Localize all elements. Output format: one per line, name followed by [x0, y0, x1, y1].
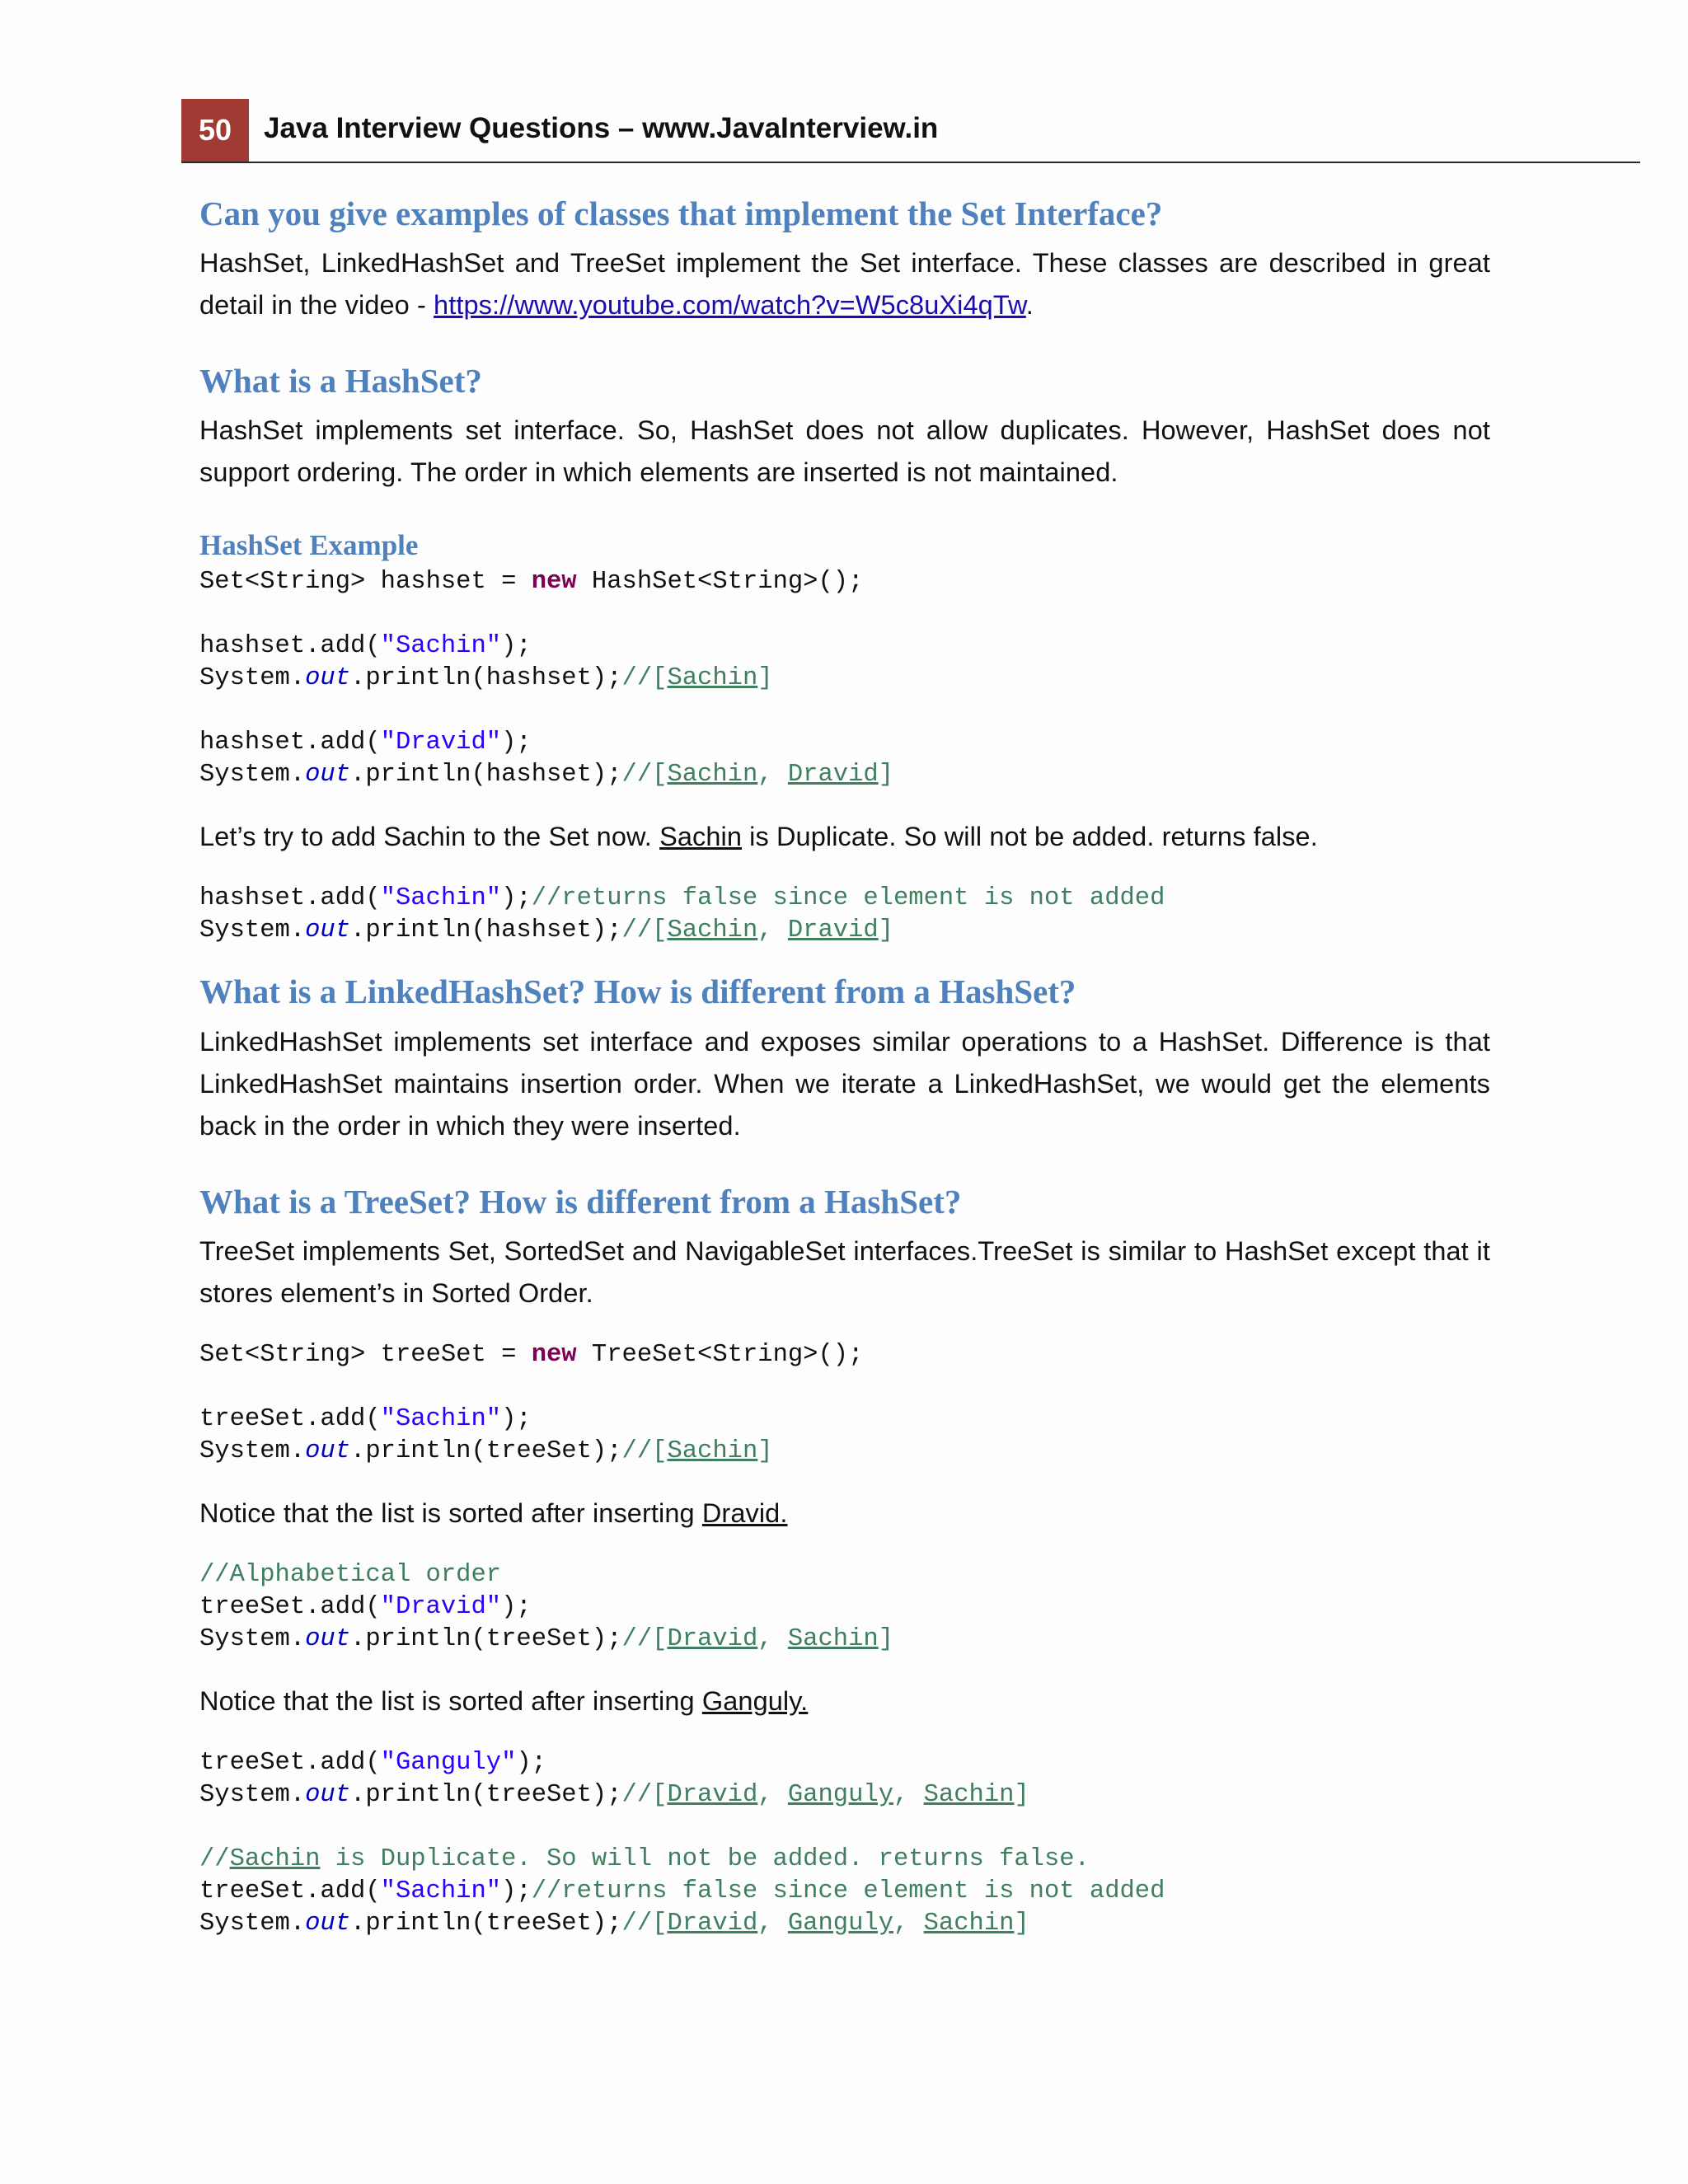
- code-token: treeSet: [485, 1909, 592, 1938]
- comment-token: Sachin: [667, 1436, 758, 1465]
- code-token: );: [591, 1624, 622, 1653]
- comment-token: Dravid: [667, 1909, 758, 1938]
- code-token: .println(: [350, 761, 486, 790]
- code-comment: [622, 1910, 1029, 1938]
- field-out: out: [305, 1624, 351, 1653]
- comment-token: //: [199, 1844, 230, 1873]
- comment-token: //[: [621, 1436, 668, 1465]
- code-token: .add(: [305, 884, 381, 913]
- paragraph-hashset: HashSet implements set interface. So, HashSet does not allow duplicates. However, HashSet does not support ordering. The order in which elements are inserted is not maintained.: [199, 415, 1490, 488]
- code-token: =: [485, 1340, 532, 1369]
- comment-token: ]: [878, 1624, 894, 1653]
- field-out: out: [305, 1780, 351, 1809]
- field-out: out: [305, 1909, 351, 1938]
- comment-token: Sachin: [229, 1844, 321, 1873]
- comment-token: Dravid: [787, 761, 879, 790]
- code-comment: [199, 1845, 1090, 1873]
- code-token: treeSet: [485, 1780, 592, 1809]
- page-content: [199, 194, 1490, 1940]
- code-token: treeSet: [485, 1624, 592, 1653]
- comment-token: ]: [757, 664, 773, 693]
- code-token: Set<String>: [199, 568, 366, 597]
- code-token: System.: [199, 1780, 306, 1809]
- code-token: hashset: [485, 916, 592, 945]
- comment-token: //[: [621, 761, 668, 790]
- code-comment: [622, 1781, 1029, 1809]
- comment-token: is Duplicate. So will not be added. returns false.: [320, 1844, 1090, 1873]
- paragraph-text: Notice that the list is sorted after inserting: [199, 1497, 702, 1528]
- code-block-hashset-duplicate: [199, 883, 1490, 947]
- code-token: );: [501, 729, 532, 757]
- code-token: treeSet: [199, 1592, 306, 1621]
- comment-token: Sachin: [667, 664, 758, 693]
- paragraph-duplicate-note: [199, 816, 1490, 858]
- code-token: HashSet<String>();: [576, 568, 864, 597]
- code-token: );: [591, 1780, 622, 1809]
- code-token: TreeSet<String>();: [576, 1340, 864, 1369]
- subheading-hashset-example: HashSet Example: [199, 529, 419, 562]
- code-token: =: [485, 568, 532, 597]
- heading-hashset: What is a HashSet?: [199, 362, 482, 401]
- code-token: Set<String>: [199, 1340, 366, 1369]
- comment-token: ,: [757, 916, 788, 945]
- code-token: hashset: [485, 761, 592, 790]
- comment-token: Sachin: [923, 1909, 1015, 1938]
- youtube-video-link[interactable]: https://www.youtube.com/watch?v=W5c8uXi4qTw: [434, 290, 1026, 321]
- code-token: .add(: [305, 1404, 381, 1433]
- comment-token: //[: [621, 1909, 668, 1938]
- string-literal: "Sachin": [380, 1877, 502, 1905]
- code-comment: [622, 1625, 894, 1653]
- paragraph-linkedhashset: LinkedHashSet implements set interface and exposes similar operations to a HashSet. Difference is that LinkedHashSet maintains insertion order. When we iterate a LinkedHashSet, we would get the elements back in the order in which they were inserted.: [199, 1026, 1490, 1141]
- code-token: .println(: [350, 1624, 486, 1653]
- code-block-hashset: [199, 566, 1490, 791]
- code-token: treeSet: [199, 1877, 306, 1905]
- paragraph-set-examples: [199, 242, 1490, 326]
- comment-token: //[: [621, 1624, 668, 1653]
- code-token: );: [516, 1748, 546, 1777]
- code-token: );: [591, 761, 622, 790]
- code-token: .println(: [350, 664, 486, 693]
- keyword-new: new: [531, 568, 577, 597]
- code-block-treeset: [199, 1339, 1490, 1468]
- code-token: );: [501, 632, 532, 661]
- comment-token: ,: [893, 1909, 924, 1938]
- string-literal: "Ganguly": [380, 1748, 517, 1777]
- code-block-treeset-dravid: [199, 1559, 1490, 1656]
- comment-token: ,: [757, 1909, 788, 1938]
- code-token: System.: [199, 1624, 306, 1653]
- string-literal: "Sachin": [380, 884, 502, 913]
- code-comment: [622, 1437, 773, 1465]
- paragraph-sorted-note-dravid: [199, 1493, 1490, 1535]
- paragraph-text: HashSet, LinkedHashSet and TreeSet implement the Set interface. These classes are described in great detail in the video -: [199, 248, 1490, 321]
- field-out: out: [305, 916, 351, 945]
- code-token: );: [501, 884, 532, 913]
- code-token: .add(: [305, 1877, 381, 1905]
- code-token: );: [501, 1877, 532, 1905]
- code-token: );: [591, 1436, 622, 1465]
- code-token: treeSet: [380, 1340, 486, 1369]
- comment-token: //[: [621, 1780, 668, 1809]
- field-out: out: [305, 761, 351, 790]
- code-comment: //Alphabetical order: [199, 1560, 502, 1589]
- string-literal: "Sachin": [380, 1404, 502, 1433]
- paragraph-sorted-note-ganguly: [199, 1680, 1490, 1722]
- comment-token: Sachin: [667, 916, 758, 945]
- code-token: );: [591, 916, 622, 945]
- code-token: .add(: [305, 1748, 381, 1777]
- string-literal: "Dravid": [380, 729, 502, 757]
- code-token: hashset: [380, 568, 486, 597]
- code-token: treeSet: [485, 1436, 592, 1465]
- code-token: .println(: [350, 916, 486, 945]
- comment-token: ,: [757, 761, 788, 790]
- comment-token: ]: [1014, 1780, 1029, 1809]
- code-token: );: [501, 1404, 532, 1433]
- code-token: hashset: [199, 632, 306, 661]
- code-block-treeset-ganguly: [199, 1747, 1490, 1940]
- code-token: .add(: [305, 729, 381, 757]
- heading-treeset: What is a TreeSet? How is different from a HashSet?: [199, 1182, 962, 1221]
- code-token: System.: [199, 916, 306, 945]
- code-comment: [622, 664, 773, 692]
- string-literal: "Dravid": [380, 1592, 502, 1621]
- comment-token: ]: [1014, 1909, 1029, 1938]
- code-comment: [622, 916, 894, 944]
- comment-token: Ganguly: [787, 1780, 893, 1809]
- string-literal: "Sachin": [380, 632, 502, 661]
- code-token: System.: [199, 761, 306, 790]
- code-token: .println(: [350, 1780, 486, 1809]
- paragraph-text: Sachin: [659, 822, 743, 852]
- code-comment: //returns false since element is not added: [531, 884, 1165, 913]
- comment-token: Dravid: [787, 916, 879, 945]
- comment-token: Dravid: [667, 1624, 758, 1653]
- code-token: hashset: [199, 884, 306, 913]
- paragraph-text: .: [1025, 290, 1034, 321]
- code-token: System.: [199, 1436, 306, 1465]
- code-token: treeSet: [199, 1748, 306, 1777]
- paragraph-text: Notice that the list is sorted after inserting: [199, 1685, 702, 1716]
- paragraph-text: Dravid.: [701, 1497, 788, 1528]
- keyword-new: new: [531, 1340, 577, 1369]
- code-token: .add(: [305, 1592, 381, 1621]
- code-token: );: [591, 664, 622, 693]
- field-out: out: [305, 1436, 351, 1465]
- comment-token: Sachin: [787, 1624, 879, 1653]
- code-token: .println(: [350, 1436, 486, 1465]
- field-out: out: [305, 664, 351, 693]
- heading-linkedhashset: What is a LinkedHashSet? How is different from a HashSet?: [199, 972, 1076, 1011]
- code-token: hashset: [199, 729, 306, 757]
- code-token: .println(: [350, 1909, 486, 1938]
- comment-token: //[: [621, 916, 668, 945]
- code-comment: //returns false since element is not added: [531, 1877, 1165, 1905]
- comment-token: //[: [621, 664, 668, 693]
- page-header-title: Java Interview Questions – www.JavaInterview.in: [264, 112, 939, 144]
- comment-token: ,: [757, 1780, 788, 1809]
- comment-token: ,: [893, 1780, 924, 1809]
- page-number: 50: [181, 99, 249, 162]
- comment-token: ]: [878, 916, 894, 945]
- code-comment: [622, 761, 894, 789]
- comment-token: Sachin: [923, 1780, 1015, 1809]
- code-token: hashset: [485, 664, 592, 693]
- heading-set-examples: Can you give examples of classes that implement the Set Interface?: [199, 194, 1163, 232]
- code-token: System.: [199, 664, 306, 693]
- comment-token: Sachin: [667, 761, 758, 790]
- paragraph-text: is Duplicate. So will not be added. returns false.: [742, 822, 1318, 852]
- code-token: );: [501, 1592, 532, 1621]
- comment-token: ]: [757, 1436, 773, 1465]
- code-token: treeSet: [199, 1404, 306, 1433]
- code-token: .add(: [305, 632, 381, 661]
- page-header: [181, 99, 1640, 163]
- code-token: System.: [199, 1909, 306, 1938]
- comment-token: ]: [878, 761, 894, 790]
- code-token: );: [591, 1909, 622, 1938]
- comment-token: ,: [757, 1624, 788, 1653]
- paragraph-text: Let’s try to add Sachin to the Set now.: [199, 822, 660, 852]
- paragraph-text: Ganguly.: [701, 1685, 809, 1716]
- comment-token: Ganguly: [787, 1909, 893, 1938]
- paragraph-treeset: TreeSet implements Set, SortedSet and NavigableSet interfaces.TreeSet is similar to HashSet except that it stores element’s in Sorted Order.: [199, 1235, 1490, 1308]
- comment-token: Dravid: [667, 1780, 758, 1809]
